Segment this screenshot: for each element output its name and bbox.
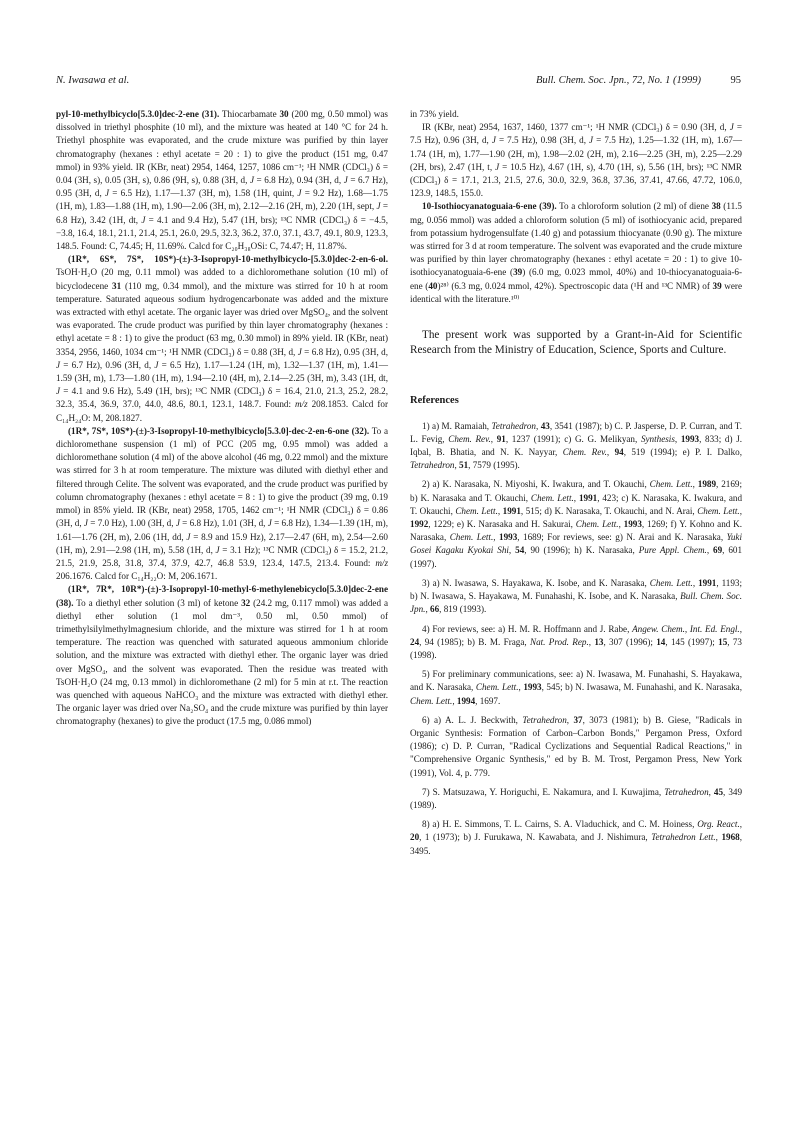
- text-run: J: [297, 346, 302, 357]
- reference-item: [410, 623, 742, 663]
- text-run: ,: [452, 695, 457, 706]
- text-run: J: [343, 175, 348, 186]
- text-run: in 73% yield.: [410, 109, 459, 119]
- text-run: , 90 (1996); h) K. Narasaka,: [524, 545, 639, 556]
- text-run: , 94 (1985); b) B. M. Fraga,: [419, 636, 530, 647]
- text-run: Chem. Rev.: [448, 433, 491, 444]
- text-run: Tetrahedron Lett.: [651, 832, 716, 843]
- text-run: Pure Appl. Chem.: [638, 545, 707, 556]
- text-run: Chem. Lett.: [475, 682, 519, 693]
- text-run: J: [297, 188, 302, 199]
- text-run: 32: [241, 597, 251, 608]
- paragraph: [410, 108, 742, 121]
- text-run: 45: [713, 786, 724, 797]
- paragraph: [410, 200, 742, 306]
- text-run: IR (KBr, neat) 2954, 1637, 1460, 1377 cm⁻¹; ¹H NMR (CDCl₃) δ = 0.90 (3H, d,: [422, 122, 730, 133]
- text-run: J: [175, 518, 180, 529]
- text-run: J: [56, 386, 61, 397]
- text-run: 208.1853. Calcd for C₁₄H₂₄O: M, 208.1827.: [56, 399, 388, 423]
- text-run: , 545; b) N. Iwasawa, M. Funahashi, and K. Narasaka,: [541, 682, 743, 693]
- text-run: , 145 (1997);: [665, 636, 719, 647]
- text-run: = 6.5 Hz), 1.17—1.37 (3H, m), 1.58 (1H, quint,: [109, 188, 298, 199]
- text-run: = 6.8 Hz), 1.34—1.39 (1H, m), 1.61—1.76 (2H, m), 2.06 (1H, dd,: [56, 518, 388, 542]
- text-run: ,: [606, 447, 615, 458]
- text-run: ,: [706, 545, 714, 556]
- text-run: pyl-10-methylbicyclo[5.3.0]dec-2-ene (31).: [56, 109, 220, 119]
- running-header: [56, 75, 741, 91]
- text-run: = 3.1 Hz); ¹³C NMR (CDCl₃) δ = 15.2, 21.2, 21.5, 21.9, 25.8, 31.8, 37.4, 37.9, 42.7, 46.8 53.9, 123.4, 147.5, 213.4. Found:: [56, 544, 388, 568]
- reference-item: [410, 478, 742, 570]
- text-run: 10-Isothiocyanatoguaia-6-ene (39).: [422, 201, 557, 212]
- text-run: ,: [490, 433, 497, 444]
- text-run: 54: [515, 545, 525, 556]
- text-run: 43: [540, 420, 550, 431]
- text-run: , 3495.: [410, 832, 743, 856]
- text-run: = 7.5 Hz), 0.98 (3H, d,: [495, 135, 590, 146]
- text-run: Chem. Lett.: [455, 505, 498, 516]
- text-run: J: [56, 359, 61, 370]
- left-column: [56, 108, 388, 729]
- text-run: J: [83, 518, 88, 529]
- text-run: ,: [708, 786, 714, 797]
- text-run: 3) a) N. Iwasawa, S. Hayakawa, K. Isobe, and K. Narasaka,: [422, 577, 650, 588]
- text-run: , 833; d) J. Iqbal, B. Bhatia, and N. K. Nayyar,: [410, 433, 743, 458]
- text-run: = 6.8 Hz), 1.01 (3H, d,: [179, 518, 268, 529]
- text-run: , 1689; For reviews, see: g) N. Arai and K. Narasaka,: [517, 532, 727, 543]
- text-run: 1994: [456, 695, 476, 706]
- text-run: Tetrahedron: [664, 786, 709, 797]
- text-run: 66: [430, 604, 440, 615]
- text-run: 1989: [697, 479, 717, 490]
- text-run: 1991: [578, 492, 598, 503]
- text-run: 91: [496, 433, 506, 444]
- text-run: To a diethyl ether solution (3 ml) of ketone: [73, 597, 242, 608]
- text-run: ,: [588, 636, 595, 647]
- text-run: , 3073 (1981); b) B. Giese, "Radicals in Organic Synthesis: Formation of Carbon–Carbon Bonds," Pergamon Press, Oxford (1986); c) D. P. Curran, "Radical Cyclizations and Sequential Radical Reactions," in "Comprehensive Organic Synthesis," ed by B. M. Trost, Pergamon Press, New York (1991), Vol. 4, p. 779.: [410, 714, 742, 778]
- text-run: , 423; c) K. Narasaka, K. Iwakura, and T. Okauchi,: [410, 492, 743, 516]
- header-author: N. Iwasawa et al.: [56, 75, 130, 86]
- text-run: ,: [692, 577, 699, 588]
- text-run: 13: [594, 636, 604, 647]
- text-run: Thiocarbamate: [219, 109, 280, 119]
- text-run: J: [267, 518, 272, 529]
- text-run: 94: [614, 447, 624, 458]
- text-run: (24.2 mg, 0.117 mmol) was added a diethyl ether solution (1 mol dm⁻³, 0.50 ml, 0.50 mmol) of trimethylsilylmethylmagnesium chloride, and the mixture was stirred for 1 h at room temperature. The reaction was quenched with saturated aqueous ammonium chloride solution, and the mixture was extracted with diethyl ether. The organic layer was dried over MgSO₄, and the solvent was evaporated. Then the residue was treated with TsOH·H₂O (24 mg, 0.13 mmol) in dichloromethane (2 ml) for 5 min at r.t. The reaction was quenched with aqueous NaHCO₃ and the mixture was extracted with diethyl ether. The organic layer was dried over Na₂SO₄ and the crude mixture was purified by thin layer chromatography (hexanes) to give the product (17.5 mg, 0.086 mmol): [56, 597, 388, 727]
- page-number: 95: [730, 75, 741, 86]
- text-run: m/z: [294, 399, 308, 410]
- text-run: 5) For preliminary communications, see: a) N. Iwasawa, M. Funahashi, S. Hayakawa, and K. Narasaka,: [410, 669, 742, 693]
- text-run: ,: [425, 604, 431, 615]
- text-run: , 515; d) K. Narasaka, T. Okauchi, and N. Arai,: [520, 505, 698, 516]
- references-heading: [410, 394, 742, 407]
- text-run: (1R*, 6S*, 7S*, 10S*)-(±)-3-Isopropyl-10-methylbicyclo-[5.3.0]dec-2-en-6-ol.: [68, 254, 388, 265]
- text-run: = 4.1 and 9.4 Hz), 5.47 (1H, brs); ¹³C NMR (CDCl₃) δ = −4.5, −3.8, 16.4, 18.1, 21.1, 21.4, 25.1, 26.0, 29.5, 32.3, 36.2, 37.0, 37.1, 43.7, 49.1, 80.9, 123.3, 148.5. Found: C, 74.45; H, 11.69%. Calcd for C₂₀H₃₈OSi: C, 74.47; H, 11.87%.: [56, 214, 389, 252]
- text-run: ,: [692, 479, 698, 490]
- text-run: J: [105, 188, 110, 199]
- text-run: , 1 (1973); b) J. Furukawa, N. Kawabata, and J. Nishimura,: [419, 832, 652, 843]
- text-run: TsOH·H₂O (20 mg, 0.11 mmol) was added to a dichloromethane solution (10 ml) of bicyclodecene: [56, 267, 388, 291]
- text-run: , 2169; b) K. Narasaka and T. Okauchi,: [410, 479, 743, 503]
- text-run: 39: [712, 280, 722, 291]
- text-run: Org. React.: [697, 819, 740, 830]
- text-run: , 3541 (1987); b) C. P. Jasperse, D. P. Curran, and T. L. Fevig,: [410, 420, 742, 444]
- text-run: ,: [739, 623, 742, 634]
- text-run: ,: [497, 505, 503, 516]
- paragraph: [410, 121, 742, 200]
- text-run: 1968: [721, 832, 740, 843]
- text-run: ,: [618, 519, 624, 530]
- text-run: , 1229; e) K. Narasaka and H. Sakurai,: [428, 519, 576, 530]
- right-column: [410, 108, 742, 858]
- reference-item: [410, 420, 742, 473]
- text-run: 20: [410, 832, 420, 843]
- text-run: = 9.2 Hz), 1.68—1.75 (1H, m), 1.83—1.88 (1H, m), 1.90—2.06 (3H, m), 2.12—2.16 (2H, m), 2.20 (1H, sept,: [56, 188, 388, 212]
- text-run: )²⁸⁾ (6.3 mg, 0.024 mmol, 42%). Spectroscopic data (¹H and ¹³C NMR) of: [437, 280, 713, 291]
- text-run: = 7.5 Hz), 1.25—1.32 (1H, m), 1.67—1.74 (1H, m), 1.77—1.90 (2H, m), 1.98—2.02 (2H, m), 2.16—2.25 (3H, m), 2.25—2.29 (2H, brs), 2.47 (1H, t,: [410, 135, 742, 172]
- text-run: 1993: [623, 519, 642, 530]
- text-run: Angew. Chem., Int. Ed. Engl.: [632, 623, 740, 634]
- text-run: 24: [410, 636, 420, 647]
- text-run: J: [249, 175, 254, 186]
- text-run: 6) a) A. L. J. Beckwith,: [422, 714, 523, 725]
- text-run: 51: [459, 460, 469, 471]
- text-run: Chem. Lett.: [530, 492, 574, 503]
- text-run: ,: [739, 819, 743, 830]
- reference-item: [410, 786, 742, 812]
- text-run: 14: [656, 636, 666, 647]
- text-run: J: [729, 122, 734, 133]
- text-run: Synthesis: [640, 433, 675, 444]
- text-run: Yuki Gosei Kagaku Kyokai Shi: [410, 532, 742, 556]
- reference-item: [410, 818, 742, 858]
- text-run: , 1193; b) N. Iwasawa, S. Hayakawa, M. Funahashi, K. Isobe, and K. Narasaka,: [410, 577, 743, 602]
- text-run: (11.5 mg, 0.056 mmol) was added a chloroform solution (5 ml) of isothiocyanic acid, prepared from potassium hydrogensulfate (1.40 g) and potassium thiocyanate (0.90 g). The mixture was stirred for 3 d at room temperature. The solvent was evaporated and the crude mixture was purified by thin layer chromatography (hexanes : ethyl acetate = 20 : 1) to give 10-isothiocyanatoguaia-6-ene (: [410, 201, 742, 278]
- paragraph: [56, 253, 388, 425]
- text-run: 1) a) M. Ramaiah,: [422, 420, 492, 431]
- text-run: = 7.0 Hz), 1.00 (3H, d,: [87, 518, 176, 529]
- text-run: J: [141, 214, 146, 225]
- acknowledgment: [410, 328, 742, 358]
- text-run: Chem. Lett.: [649, 479, 693, 490]
- text-run: 39: [513, 267, 523, 278]
- text-run: J: [495, 161, 500, 172]
- text-run: J: [376, 201, 381, 212]
- text-run: = 4.1 and 9.6 Hz), 5.49 (1H, brs); ¹³C NMR (CDCl₃) δ = 16.4, 21.0, 21.3, 25.2, 28.2, 32.3, 35.4, 36.9, 37.0, 44.0, 48.6, 80.1, 123.1, 148.7. Found:: [56, 386, 388, 410]
- text-run: , 7579 (1995).: [468, 460, 520, 471]
- text-run: Chem. Lett.: [697, 505, 740, 516]
- text-run: J: [589, 135, 594, 146]
- text-run: = 6.8 Hz), 0.94 (3H, d,: [254, 175, 344, 186]
- text-run: = 6.8 Hz), 3.42 (1H, dt,: [56, 201, 389, 225]
- text-run: (1R*, 7S*, 10S*)-(±)-3-Isopropyl-10-methylbicyclo[5.3.0]-dec-2-en-6-one (32).: [68, 425, 370, 436]
- text-run: 7) S. Matsuzawa, Y. Horiguchi, E. Nakamura, and I. Kuwajima,: [422, 786, 665, 797]
- text-run: 38: [711, 201, 721, 212]
- text-run: 1991: [502, 505, 521, 516]
- text-run: Chem. Lett.: [649, 577, 693, 588]
- text-run: Bull. Chem. Soc. Jpn.: [410, 591, 742, 615]
- text-run: 37: [573, 714, 583, 725]
- text-run: Chem. Lett.: [449, 532, 494, 543]
- text-run: 30: [279, 109, 289, 119]
- text-run: , 519 (1994); e) P. I. Dalko,: [623, 447, 743, 458]
- text-run: Tetrahedron: [410, 460, 455, 471]
- text-run: (1R*, 7R*, 10R*)-(±)-3-Isopropyl-10-methyl-6-methylenebicyclo[5.3.0]dec-2-ene (38).: [56, 584, 388, 608]
- text-run: ,: [454, 460, 460, 471]
- text-run: Chem. Rev.: [562, 447, 607, 458]
- text-run: , 601 (1997).: [410, 545, 743, 569]
- text-run: Nat. Prod. Rep.: [530, 636, 589, 647]
- text-run: ,: [535, 420, 541, 431]
- text-run: ,: [573, 492, 579, 503]
- text-run: 8) a) H. E. Simmons, T. L. Cairns, S. A. Vladuchick, and C. M. Hoiness,: [422, 819, 698, 830]
- paragraph: [56, 425, 388, 583]
- text-run: 1993: [499, 532, 518, 543]
- text-run: , 307 (1996);: [603, 636, 657, 647]
- text-run: ,: [508, 545, 516, 556]
- text-run: = 8.9 and 15.9 Hz), 2.17—2.47 (6H, m), 2.54—2.60 (1H, m), 2.91—2.98 (1H, m), 5.58 (1H, d,: [56, 531, 388, 555]
- text-run: ,: [739, 505, 742, 516]
- text-run: were identical with the literature.¹⁰⁾: [410, 280, 742, 304]
- text-run: , 1697.: [475, 695, 501, 706]
- text-run: Chem. Lett.: [410, 695, 453, 706]
- text-run: ,: [518, 682, 524, 693]
- text-run: ,: [493, 532, 500, 543]
- text-run: J: [491, 135, 496, 146]
- text-run: 69: [713, 545, 723, 556]
- text-run: = 6.7 Hz), 0.95 (3H, d,: [56, 175, 388, 199]
- text-run: = 6.5 Hz), 1.17—1.24 (1H, m), 1.32—1.37 (1H, m), 1.41—1.59 (3H, m), 1.73—1.80 (1H, m), 1.94—2.10 (4H, m), 2.14—2.25 (3H, m), 3.43 (1H, dt,: [56, 359, 388, 384]
- text-run: J: [186, 531, 191, 542]
- text-run: 15: [718, 636, 728, 647]
- text-run: = 7.5 Hz), 0.96 (3H, d,: [410, 122, 742, 146]
- text-run: J: [154, 359, 159, 370]
- text-run: J: [215, 544, 220, 555]
- text-run: , 73 (1998).: [410, 636, 742, 660]
- text-run: 1993: [680, 433, 700, 444]
- text-run: , 1269; f) Y. Kohno and K. Narasaka,: [410, 519, 743, 543]
- text-run: ,: [566, 714, 574, 725]
- text-run: Chem. Lett.: [575, 519, 619, 530]
- text-run: (200 mg, 0.50 mmol) was dissolved in triethyl phosphite (10 ml), and the mixture was heated at 140 °C for 24 h. Triethyl phosphite was evaporated, and the crude mixture was purified by thin layer chromatography (hexanes : ethyl acetate = 20 : 1) to give the product (151 mg, 0.47 mmol) in 93% yield. IR (KBr, neat) 2954, 1464, 1257, 1086 cm⁻¹; ¹H NMR (CDCl₃) δ = 0.04 (3H, s), 0.05 (3H, s), 0.86 (9H, s), 0.88 (3H, d,: [56, 109, 388, 186]
- text-run: (110 mg, 0.34 mmol), and the mixture was stirred for 10 h at room temperature. Saturated aqueous sodium hydrogencarbonate was added and the mixture was extracted with ethyl acetate. The organic layer was dried over MgSO₄, and the solvent was evaporated. The crude product was purified by thin layer chromatography (hexanes : ethyl acetate = 8 : 1) to give the product (63 mg, 0.30 mmol) in 89% yield. IR (KBr, neat) 3354, 2956, 1460, 1034 cm⁻¹; ¹H NMR (CDCl₃) δ = 0.88 (3H, d,: [56, 280, 388, 357]
- text-run: ,: [715, 832, 722, 843]
- text-run: To a dichloromethane suspension (1 ml) of PCC (205 mg, 0.95 mmol) was added a dichloromethane solution (4 ml) of the above alcohol (46 mg, 0.22 mmol) and the mixture was stirred for 3 h at room temperature. The mixture was diluted with diethyl ether and filtered through Celite. The solvent was evaporated, and the crude product was purified by column chromatography (hexanes : ethyl acetate = 8 : 1) to give the product (39 mg, 0.19 mmol) in 85% yield. IR (KBr, neat) 2958, 1705, 1462 cm⁻¹; ¹H NMR (CDCl₃) δ = 0.86 (3H, d,: [56, 425, 388, 529]
- text-run: m/z: [375, 557, 388, 568]
- text-run: The present work was supported by a Grant-in-Aid for Scientific Research from the Ministry of Education, Science, Sports and Culture.: [410, 329, 742, 357]
- paragraph: [56, 108, 388, 253]
- text-run: ,: [674, 433, 681, 444]
- reference-item: [410, 714, 742, 780]
- text-run: References: [410, 395, 459, 407]
- text-run: Tetrahedron: [491, 420, 536, 431]
- text-run: 1993: [523, 682, 542, 693]
- text-run: = 6.7 Hz), 0.96 (3H, d,: [60, 359, 155, 370]
- text-run: 40: [428, 280, 438, 291]
- text-run: To a chloroform solution (2 ml) of diene: [556, 201, 712, 212]
- text-run: 1991: [698, 577, 717, 588]
- text-run: 4) For reviews, see: a) H. M. R. Hoffmann and J. Rabe,: [422, 623, 633, 634]
- reference-item: [410, 668, 742, 708]
- text-run: , 819 (1993).: [439, 604, 487, 615]
- text-run: , 1237 (1991); c) G. G. Melikyan,: [505, 433, 641, 444]
- text-run: Tetrahedron: [522, 714, 567, 725]
- text-run: ) (6.0 mg, 0.023 mmol, 40%) and 10-thiocyanatoguaia-6-ene (: [410, 267, 742, 291]
- text-run: 2) a) K. Narasaka, N. Miyoshi, K. Iwakura, and T. Okauchi,: [422, 479, 650, 490]
- text-run: = 10.5 Hz), 4.67 (1H, s), 4.70 (1H, s), 5.56 (1H, brs); ¹³C NMR (CDCl₃) δ = 17.1, 21.3, 21.5, 27.6, 30.0, 32.9, 36.8, 37.36, 37.41, 47.66, 47.72, 106.0, 123.9, 148.5, 155.0.: [410, 161, 742, 199]
- text-run: 206.1676. Calcd for C₁₄H₂₂O: M, 206.1671.: [56, 571, 218, 582]
- reference-item: [410, 577, 742, 617]
- text-run: , 349 (1989).: [410, 786, 742, 810]
- header-journal: Bull. Chem. Soc. Jpn., 72, No. 1 (1999): [535, 75, 701, 86]
- paragraph: [56, 583, 388, 728]
- text-run: 1992: [410, 519, 429, 530]
- text-run: 31: [112, 280, 122, 291]
- text-run: = 6.8 Hz), 0.95 (3H, d,: [301, 346, 388, 357]
